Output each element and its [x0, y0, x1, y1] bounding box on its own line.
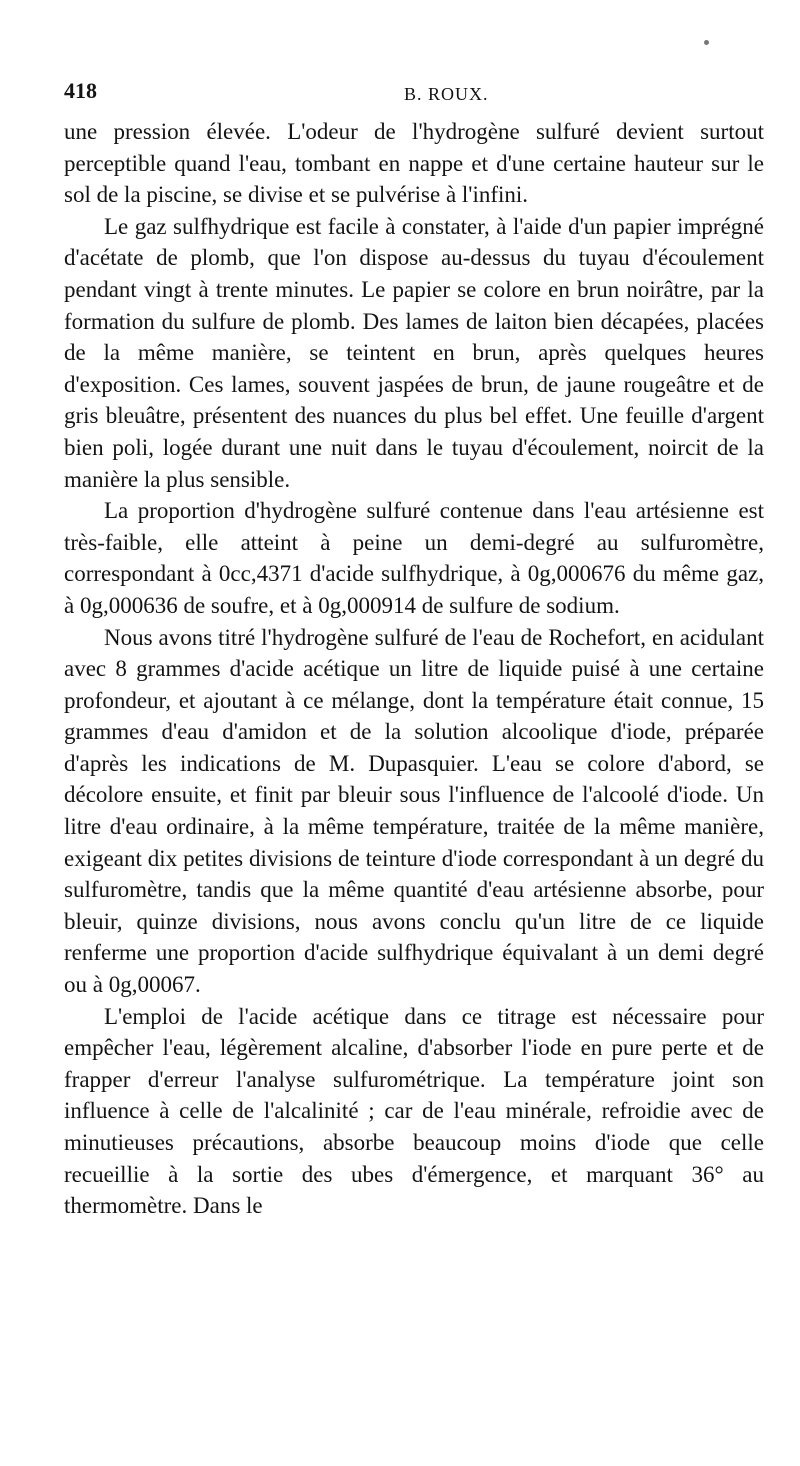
- body-text: [64, 116, 764, 1222]
- page-number: 418: [64, 78, 97, 103]
- paragraph-1: une pression élevée. L'odeur de l'hydrogène sulfuré devient surtout perceptible quand l'eau, tombant en nappe et d'une certaine hauteur sur le sol de la piscine, se divise et se pulvérise à l'infini.: [64, 119, 764, 208]
- ink-speck: [704, 40, 709, 45]
- page-header: [64, 74, 764, 114]
- running-head: B. ROUX.: [404, 84, 489, 104]
- paragraph-4: Nous avons titré l'hydrogène sulfuré de l'eau de Rochefort, en acidulant avec 8 grammes d'acide acétique un litre de liquide puisé à une certaine profondeur, et ajoutant à ce mélange, dont la température était connue, 15 grammes d'eau d'amidon et de la solution alcoolique d'iode, préparée d'après les indications de M. Dupasquier. L'eau se colore d'abord, se décolore ensuite, et finit par bleuir sous l'influence de l'alcoolé d'iode. Un litre d'eau ordinaire, à la même température, traitée de la même manière, exigeant dix petites divisions de teinture d'iode correspondant à un degré du sulfuromètre, tandis que la même quantité d'eau artésienne absorbe, pour bleuir, quinze divisions, nous avons conclu qu'un litre de ce liquide renferme une proportion d'acide sulfhydrique équivalant à un demi degré ou à 0g,00067.: [64, 624, 764, 998]
- paragraph-3: La proportion d'hydrogène sulfuré contenue dans l'eau artésienne est très-faible, elle atteint à peine un demi-degré au sulfuromètre, correspondant à 0cc,4371 d'acide sulfhydrique, à 0g,000676 du même gaz, à 0g,000636 de soufre, et à 0g,000914 de sulfure de sodium.: [64, 498, 764, 618]
- paragraph-2: Le gaz sulfhydrique est facile à constater, à l'aide d'un papier imprégné d'acétate de plomb, que l'on dispose au-dessus du tuyau d'écoulement pendant vingt à trente minutes. Le papier se colore en brun noirâtre, par la formation du sulfure de plomb. Des lames de laiton bien décapées, placées de la même manière, se teintent en brun, après quelques heures d'exposition. Ces lames, souvent jaspées de brun, de jaune rougeâtre et de gris bleuâtre, présentent des nuances du plus bel effet. Une feuille d'argent bien poli, logée durant une nuit dans le tuyau d'écoulement, noircit de la manière la plus sensible.: [64, 213, 764, 492]
- paragraph-5: L'emploi de l'acide acétique dans ce titrage est nécessaire pour empêcher l'eau, légèrement alcaline, d'absorber l'iode en pure perte et de frapper d'erreur l'analyse sulfurométrique. La température joint son influence à celle de l'alcalinité ; car de l'eau minérale, refroidie avec de minutieuses précautions, absorbe beaucoup moins d'iode que celle recueillie à la sortie des ubes d'émergence, et marquant 36° au thermomètre. Dans le: [64, 1003, 764, 1219]
